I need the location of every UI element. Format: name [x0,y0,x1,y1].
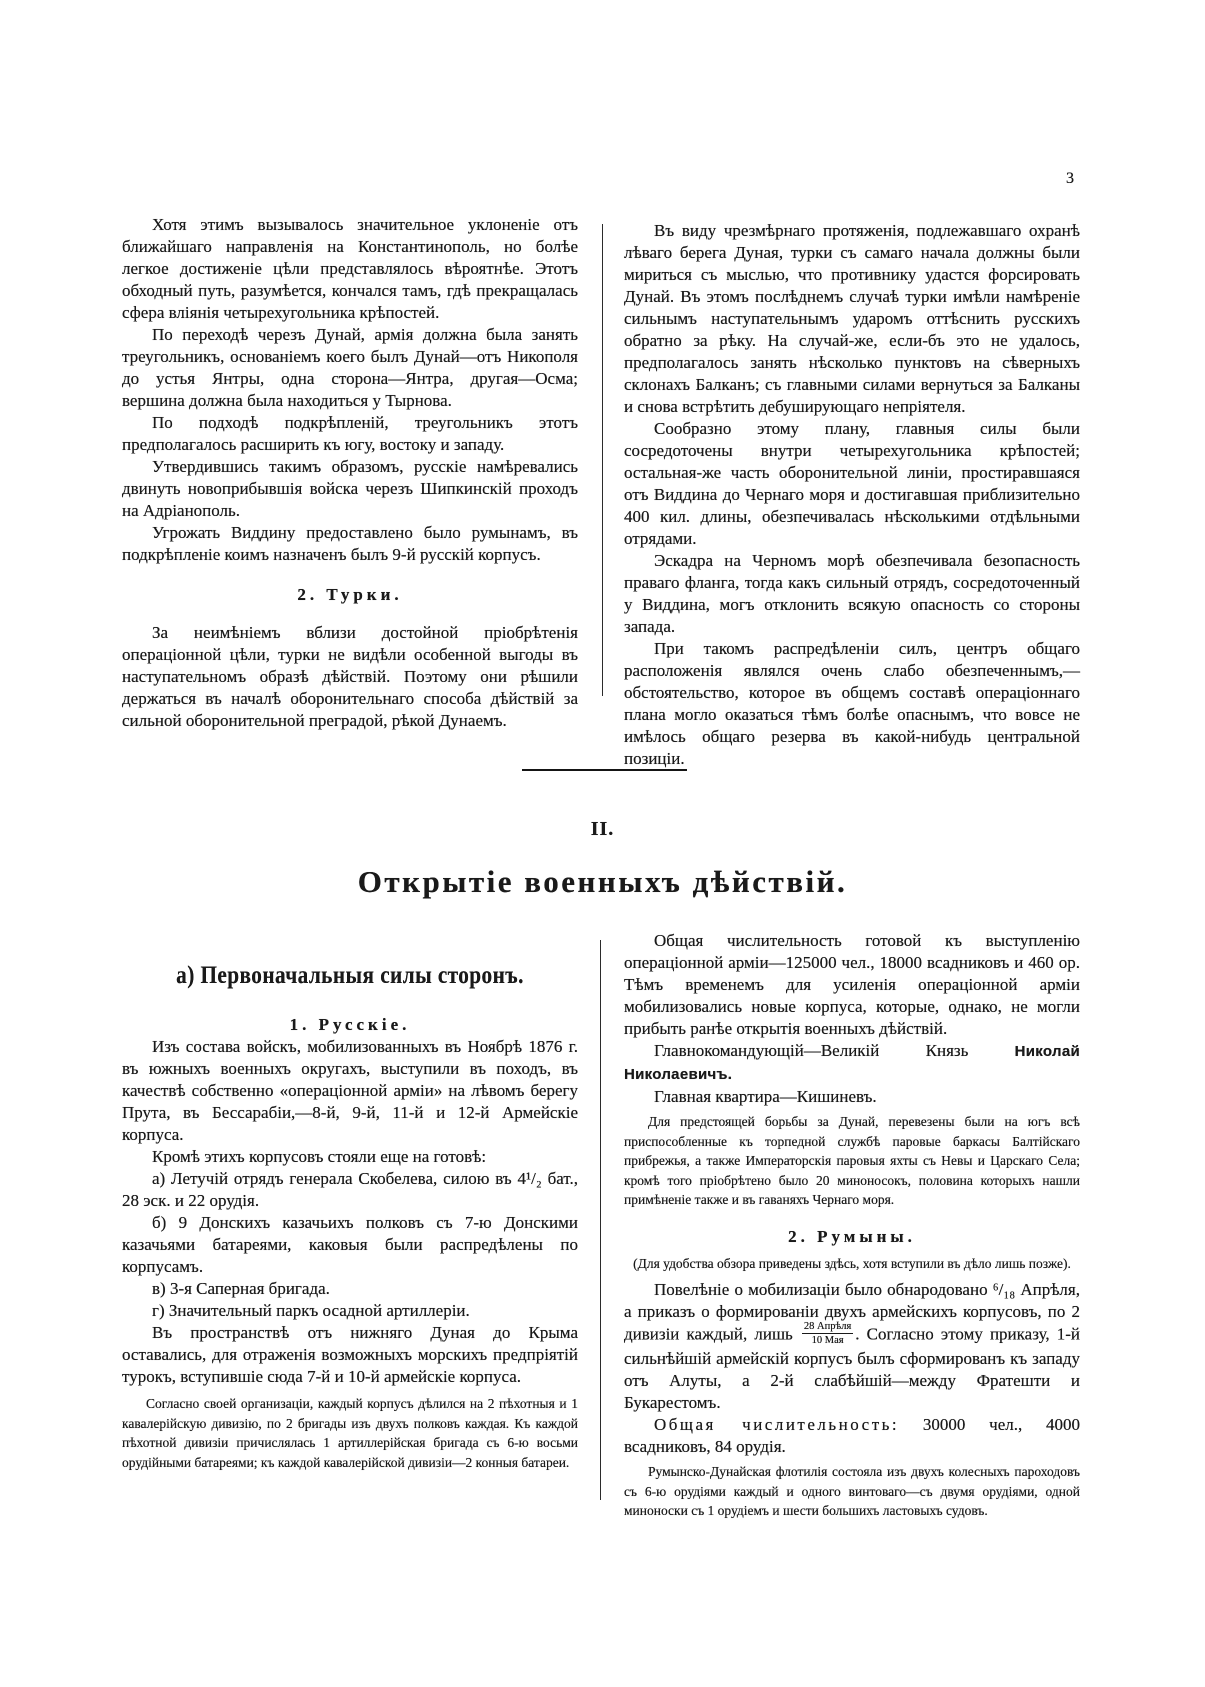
paragraph: Утвердившись такимъ образомъ, русскіе намѣревались двинуть новоприбывшія войска черезъ Шипкинскій проходъ на Адріанополь. [122,457,578,520]
paragraph: Кромѣ этихъ корпусовъ стояли еще на готовѣ: [152,1147,487,1166]
bottom-right-column [624,930,1080,1521]
commander-name: Николай Николаевичъ. [624,1043,1080,1083]
paragraph: При такомъ распредѣленіи силъ, центръ общаго расположенія являлся очень слабо обезпеченнымъ,—обстоятельство, которое въ общемъ составѣ операціоннаго плана могло оказаться тѣмъ болѣе опаснымъ, что вовсе не имѣлось общаго резерва въ какой-нибудь центральной позиціи. [624,639,1080,768]
commander-line [624,1040,1080,1086]
romanians-note: (Для удобства обзора приведены здѣсь, хотя вступили въ дѣло лишь позже). [633,1255,1071,1271]
subheading-romanians: 2. Румыны. [788,1226,916,1246]
column-divider-top [602,224,603,696]
list-item: б) 9 Донскихъ казачьихъ полковъ съ 7-ю Донскими казачьями батареями, каковыя были распредѣлены по корпусамъ. [122,1213,578,1276]
paragraph: Изъ состава войскъ, мобилизованныхъ въ Ноябрѣ 1876 г. въ южныхъ военныхъ округахъ, выступили въ походъ, въ качествѣ собственно «операціонной арміи» на лѣвомъ берегу Прута, въ Бессарабіи,—8-й, 9-й, 11-й и 12-й Армейскіе корпуса. [122,1037,578,1144]
column-divider-bottom [600,940,601,1500]
footnote-organization: Согласно своей организаціи, каждый корпусъ дѣлился на 2 пѣхотныя и 1 кавалерійскую дивизію, по 2 бригады изъ двухъ полковъ каждая. Къ каждой пѣхотной дивизіи причислялась 1 артиллерійская бригада съ 6-ю восьми орудійными батареями; къ каждой кавалерійской дивизіи—2 конныя батареи. [122,1396,578,1470]
top-left-column [122,214,578,732]
chapter-number: II. [590,818,615,840]
chapter-title: Открытіе военныхъ дѣйствій. [357,864,848,899]
section-separator-rule [522,769,687,771]
paragraph: За неимѣніемъ вблизи достойной пріобрѣтенія операціонной цѣли, турки не видѣли особенной выгоды въ наступательномъ образѣ дѣйствій. Поэтому они рѣшили держаться въ началѣ оборонительнаго способа дѣйствій за сильной оборонительной преградой, рѣкой Дунаемъ. [122,623,578,730]
strength-value: 30000 чел., 4000 всадниковъ, 84 орудія. [624,1415,1080,1456]
paragraph: Угрожать Виддину предоставлено было румынамъ, въ подкрѣпленіе коимъ назначенъ былъ 9-й русскій корпусъ. [122,523,578,564]
paragraph: Сообразно этому плану, главныя силы были сосредоточены внутри четырехугольника крѣпостей; остальная-же часть оборонительной линіи, простиравшаяся отъ Виддина до Чернаго моря и достигавшая приблизительно 400 кил. длины, обезпечивалась нѣсколькими отдѣльными отрядами. [624,419,1080,548]
paragraph: Эскадра на Черномъ морѣ обезпечивала безопасность праваго фланга, тогда какъ сильный отрядъ, сосредоточенный у Виддина, могъ отклонить всякую опасность со стороны запада. [624,551,1080,636]
paragraph: По переходѣ черезъ Дунай, армія должна была занять треугольникъ, основаніемъ коего былъ Дунай—отъ Никополя до устья Янтры, одна сторона—Янтра, другая—Осма; вершина должна была находиться у Тырнова. [122,325,578,410]
commander-prefix: Главнокомандующій—Великій Князь [654,1041,1015,1060]
paragraph: Общая числительность готовой къ выступленію операціонной арміи—125000 чел., 18000 всадниковъ и 460 ор. Тѣмъ временемъ для усиленія операціонной арміи мобилизовались новые корпуса, которые, однако, не могли прибыть ранѣе открытія военныхъ дѣйствій. [624,931,1080,1038]
paragraph: Въ пространствѣ отъ нижняго Дуная до Крыма оставались, для отраженія возможныхъ морскихъ предпріятій турокъ, вступившіе сюда 7-й и 10-й армейскіе корпуса. [122,1323,578,1386]
list-item: в) 3-я Саперная бригада. [152,1279,330,1298]
subheading-russians: 1. Русскіе. [289,1015,411,1034]
strength-label: Общая числительность: [654,1415,900,1434]
list-item: г) Значительный паркъ осадной артиллеріи. [152,1301,470,1320]
footnote-fleet: Для предстоящей борьбы за Дунай, перевезены были на югъ всѣ приспособленные къ торпедной службѣ паровые баркасы Балтійскаго прибрежья, а также Императорскія паровыя яхты съ Невы и Царскаго Села; кромѣ того пріобрѣтено было 20 миноносокъ, половина которыхъ нашли примѣненіе также и въ гаваняхъ Чернаго моря. [624,1114,1080,1207]
page-number: 3 [1066,170,1075,187]
date-fraction-denominator: 10 Мая [802,1333,853,1346]
strength-line [624,1414,1080,1458]
mobilization-text: Повелѣніе о мобилизаціи было обнародовано ⁶/₁₈ Апрѣля, а приказъ о формированіи двухъ армейскихъ корпусовъ, по 2 дивизіи каждый, лишь [624,1280,1080,1344]
paragraph: Въ виду чрезмѣрнаго протяженія, подлежавшаго охранѣ лѣваго берега Дуная, турки съ самаго начала должны были мириться съ мыслью, что противнику удастся форсировать Дунай. Въ этомъ послѣднемъ случаѣ турки имѣли намѣреніе сильнымъ наступательнымъ ударомъ оттѣснить русскихъ обратно за рѣку. На случай-же, если-бъ это не удалось, предполагалось занять нѣсколько пунктовъ на сѣверныхъ склонахъ Балканъ; съ главными силами вернуться за Балканы и снова встрѣтить дебуширующаго непріятеля. [624,221,1080,416]
bottom-left-column [122,962,578,1472]
date-fraction [802,1321,853,1346]
heading-turks: 2. Турки. [297,585,403,604]
paragraph-mobilization [624,1279,1080,1414]
paragraph: По подходѣ подкрѣпленій, треугольникъ этотъ предполагалось расширить къ югу, востоку и западу. [122,413,578,454]
headquarters-line: Главная квартира—Кишиневъ. [654,1087,877,1106]
section-heading-initial-forces: а) Первоначальныя силы сторонъ. [176,962,524,989]
footnote-flotilla: Румынско-Дунайская флотилія состояла изъ двухъ колесныхъ пароходовъ съ 6-ю орудіями каждый и одного винтоваго—съ двумя орудіями, одной миноноски съ 1 орудіемъ и шести большихъ ластовыхъ судовъ. [624,1464,1080,1518]
top-right-column [624,220,1080,770]
mobilization-text: . Согласно этому приказу, 1-й сильнѣйшій армейскій корпусъ былъ сформированъ къ западу отъ Алуты, а 2-й слабѣйшій—между Фратешти и Букарестомъ. [624,1324,1080,1412]
paragraph: Хотя этимъ вызывалось значительное уклоненіе отъ ближайшаго направленія на Константинополь, но болѣе легкое достиженіе цѣли представлялось вѣроятнѣе. Этотъ обходный путь, разумѣется, кончался тамъ, гдѣ прекращалась сфера вліянія четырехугольника крѣпостей. [122,215,578,322]
list-item: а) Летучій отрядъ генерала Скобелева, силою въ 4¹/₂ бат., 28 эск. и 22 орудія. [122,1169,578,1210]
date-fraction-numerator: 28 Апрѣля [803,1321,852,1332]
